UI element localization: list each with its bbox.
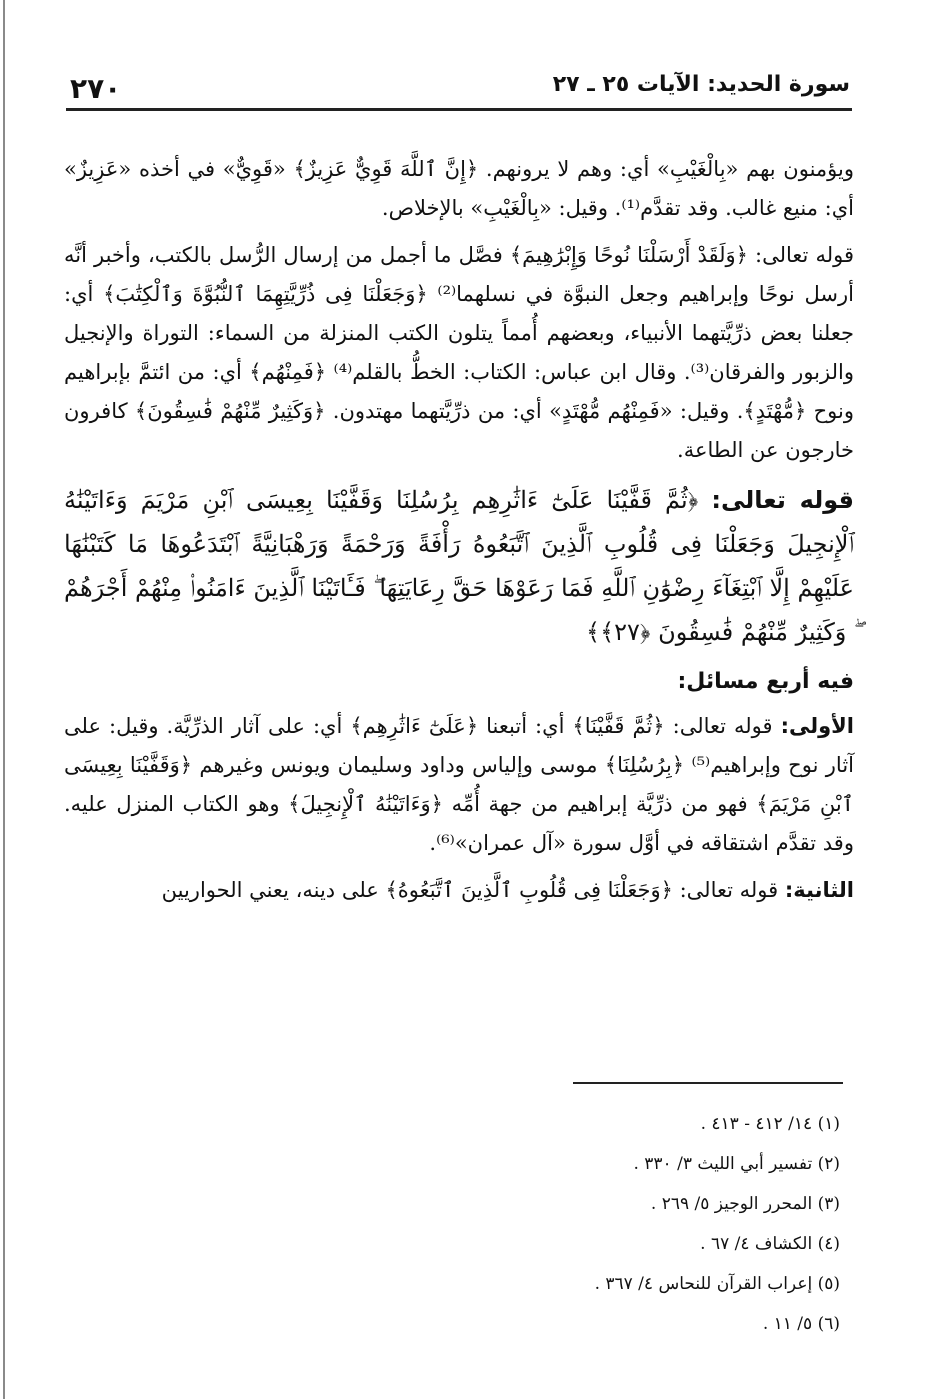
verse-text: ﴿ثُمَّ قَفَّيْنَا عَلَىٰٓ ءَاثَٰرِهِم بِرُسُلِنَا وَقَفَّيْنَا بِعِيسَى ٱبْنِ مَرْيَمَ وَءَاتَيْنَٰهُ ٱلْإِنجِيلَ وَجَعَلْنَا فِى قُلُوبِ ٱلَّذِينَ ٱتَّبَعُوهُ رَأْفَةً وَرَحْمَةً وَرَهْبَانِيَّةً ٱبْتَدَعُوهَا مَا كَتَبْنَٰهَا عَلَيْهِمْ إِلَّا ٱبْتِغَآءَ رِضْوَٰنِ ٱللَّهِ فَمَا رَعَوْهَا حَقَّ رِعَايَتِهَا ۖ فَـَٔاتَيْنَا ٱلَّذِينَ ءَامَنُوا۟ مِنْهُمْ أَجْرَهُمْ ۖ وَكَثِيرٌ مِّنْهُمْ فَٰسِقُونَ ﴿٢٧﴾﴾ (64, 486, 854, 646)
header-rule (66, 108, 852, 111)
footnotes-list (300, 1104, 840, 1344)
page-number: ٢٧٠ (70, 72, 122, 105)
paragraph-2: قوله تعالى: ﴿وَلَقَدْ أَرْسَلْنَا نُوحًا وَإِبْرَٰهِيمَ﴾ فصَّل ما أجمل من إرسال الرُّسل بالكتب، وأخبر أنَّه أرسل نوحًا وإبراهيم وجعل النبوَّة في نسلهما⁽²⁾ ﴿وَجَعَلْنَا فِى ذُرِّيَّتِهِمَا ٱلنُّبُوَّةَ وَٱلْكِتَٰبَ﴾ أي: جعلنا بعض ذرِّيَّتهما الأنبياء، وبعضهم أُمماً يتلون الكتب المنزلة من السماء: التوراة والإنجيل والزبور والفرقان⁽³⁾. وقال ابن عباس: الكتاب: الخطُّ بالقلم⁽⁴⁾ ﴿فَمِنْهُم﴾ أي: من ائتمَّ بإبراهيم ونوح ﴿مُّهْتَدٍ﴾. وقيل: «فَمِنْهُم مُّهْتَدٍ» أي: من ذرِّيَّتهما مهتدون. ﴿وَكَثِيرٌ مِّنْهُمْ فَٰسِقُونَ﴾ كافرون خارجون عن الطاعة. (64, 243, 854, 462)
footnote-1: (١) ١٤/ ٤١٢ - ٤١٣ . (700, 1114, 840, 1134)
surah-title: سورة الحديد: الآيات ٢٥ ـ ٢٧ (552, 72, 850, 97)
page-header (70, 72, 850, 106)
issue-second-label: الثانية: (784, 878, 854, 902)
main-text (64, 150, 854, 918)
issue-first-label: الأولى: (780, 714, 854, 738)
issue-second-text: قوله تعالى: ﴿وَجَعَلْنَا فِى قُلُوبِ ٱلَّذِينَ ٱتَّبَعُوهُ﴾ على دينه، يعني الحواريين (161, 878, 779, 902)
footnote-6: (٦) ٥/ ١١ . (762, 1314, 840, 1334)
issue-first-text: قوله تعالى: ﴿ثُمَّ قَفَّيْنَا﴾ أي: أتبعنا ﴿عَلَىٰٓ ءَاثَٰرِهِم﴾ أي: على آثار الذرِّيَّة. وقيل: على آثار نوح وإبراهيم⁽⁵⁾ ﴿بِرُسُلِنَا﴾ موسى وإلياس وداود وسليمان ويونس وغيرهم ﴿وَقَفَّيْنَا بِعِيسَى ٱبْنِ مَرْيَمَ﴾ فهو من ذرِّيَّة إبراهيم من جهة أُمِّه ﴿وَءَاتَيْنَٰهُ ٱلْإِنجِيلَ﴾ وهو الكتاب المنزل عليه. وقد تقدَّم اشتقاقه في أوَّل سورة «آل عمران»⁽⁶⁾. (64, 714, 854, 855)
verse-paragraph (64, 478, 854, 654)
paragraph-1: ويؤمنون بهم «بِالْغَيْبِ» أي: وهم لا يرونهم. ﴿إِنَّ ٱللَّهَ قَوِيٌّ عَزِيزٌ﴾ «قَوِيٌّ» في أخذه «عَزِيزٌ» أي: منيع غالب. وقد تقدَّم⁽¹⁾. وقيل: «بِالْغَيْبِ» بالإخلاص. (64, 157, 854, 220)
page-edge-line (3, 0, 5, 1399)
footnote-3: (٣) المحرر الوجيز ٥/ ٢٦٩ . (650, 1194, 840, 1214)
issue-first (64, 707, 854, 863)
issues-heading: فيه أربع مسائل: (677, 669, 854, 694)
footnote-4: (٤) الكشاف ٤/ ٦٧ . (700, 1234, 840, 1254)
verse-intro: قوله تعالى: (711, 486, 854, 514)
footnote-2: (٢) تفسير أبي الليث ٣/ ٣٣٠ . (633, 1154, 840, 1174)
footnote-separator (573, 1082, 843, 1084)
issue-second (64, 871, 854, 910)
footnote-5: (٥) إعراب القرآن للنحاس ٤/ ٣٦٧ . (594, 1274, 840, 1294)
